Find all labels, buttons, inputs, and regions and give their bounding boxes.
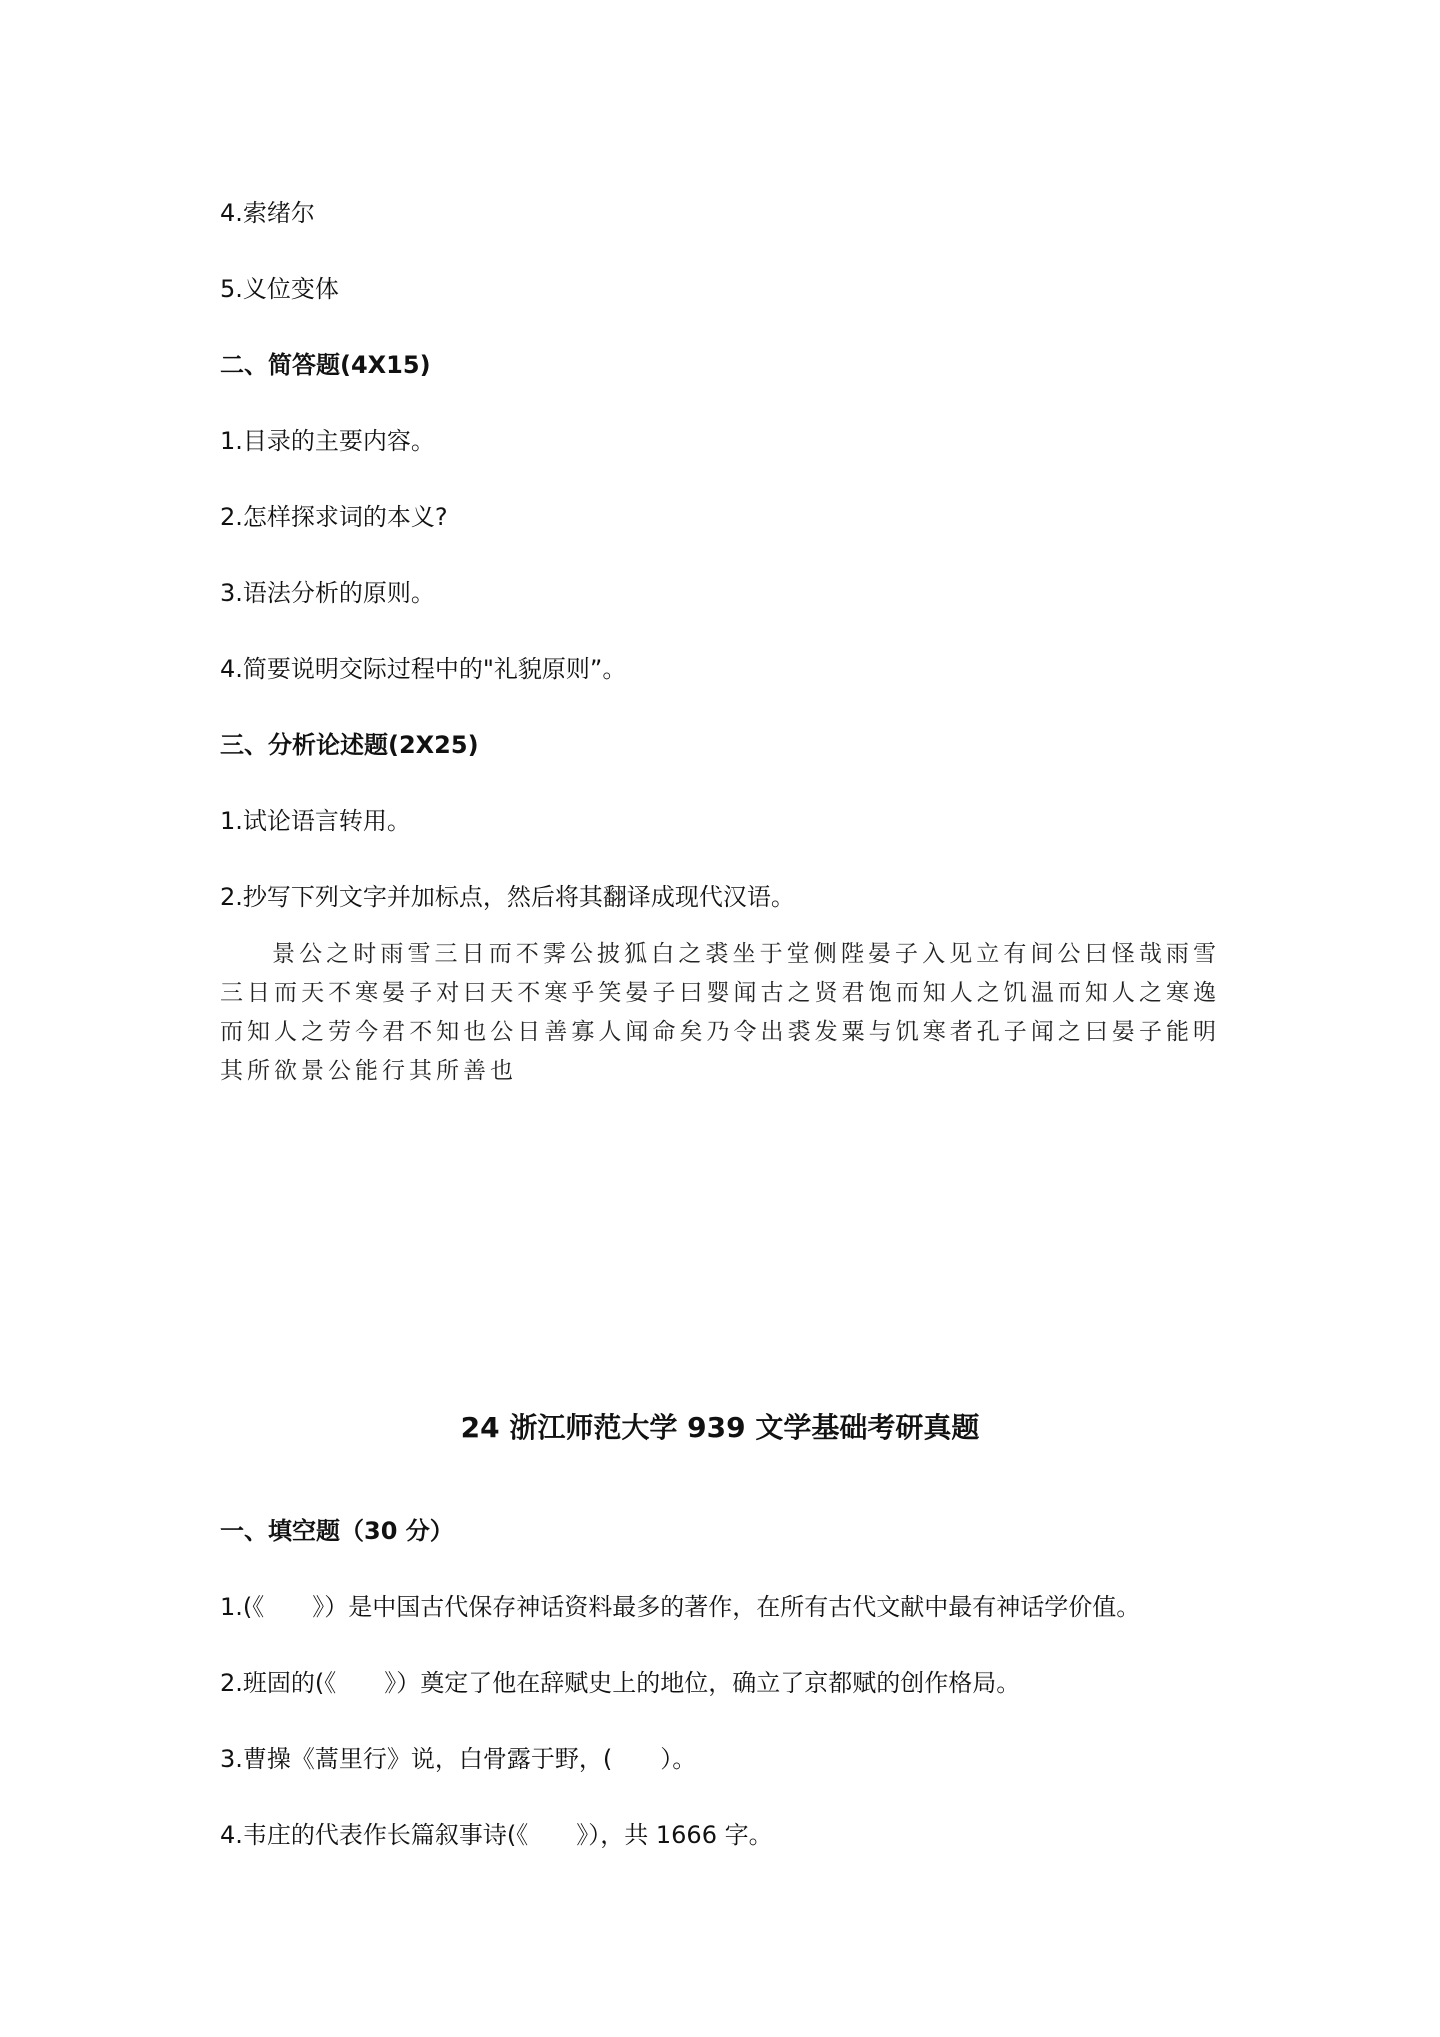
short-answer-heading: 二、简答题(4X15) [220, 351, 431, 379]
essay-heading: 三、分析论述题(2X25) [220, 731, 479, 759]
classical-passage: 景公之时雨雪三日而不霁公披狐白之裘坐于堂侧陛晏子入见立有间公曰怪哉雨雪三日而天不寒晏子对曰天不寒乎笑晏子曰婴闻古之贤君饱而知人之饥温而知人之寒逸而知人之劳今君不知也公日善寡人闻命矣乃令出裘发粟与饥寒者孔子闻之曰晏子能明其所欲景公能行其所善也 [220, 941, 1220, 1084]
term-item-5: 5.义位变体 [220, 275, 339, 303]
fill-blank-item-4: 4.韦庄的代表作长篇叙事诗(《 》），共 1666 字。 [220, 1821, 773, 1849]
term-item-4: 4.索绪尔 [220, 199, 315, 227]
short-answer-item-1: 1.目录的主要内容。 [220, 427, 435, 455]
fill-blank-item-3: 3.曹操《蒿里行》说，白骨露于野，( ）。 [220, 1745, 697, 1773]
essay-item-1: 1.试论语言转用。 [220, 807, 411, 835]
short-answer-item-3: 3.语法分析的原则。 [220, 579, 435, 607]
fill-blank-heading: 一、填空题（30 分） [220, 1517, 454, 1545]
essay-item-2: 2.抄写下列文字并加标点，然后将其翻译成现代汉语。 [220, 883, 795, 911]
short-answer-item-4: 4.简要说明交际过程中的"礼貌原则”。 [220, 655, 627, 683]
fill-blank-item-1: 1.(《 》）是中国古代保存神话资料最多的著作，在所有古代文献中最有神话学价值。 [220, 1593, 1141, 1621]
exam-title: 24 浙江师范大学 939 文学基础考研真题 [460, 1411, 980, 1444]
short-answer-item-2: 2.怎样探求词的本义? [220, 503, 448, 531]
fill-blank-item-2: 2.班固的(《 》）奠定了他在辞赋史上的地位，确立了京都赋的创作格局。 [220, 1669, 1021, 1697]
